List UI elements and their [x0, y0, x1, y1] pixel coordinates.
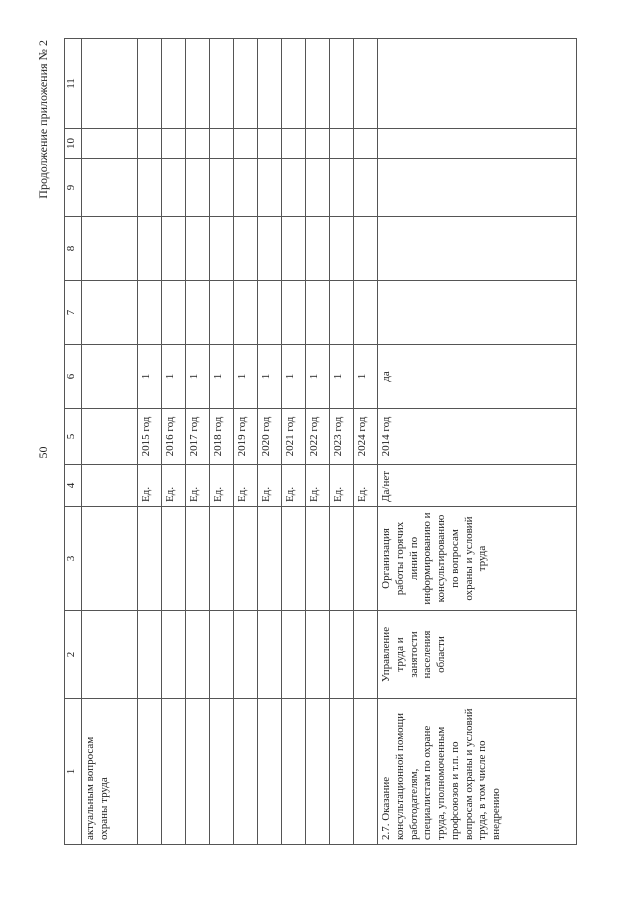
executor-cell — [210, 611, 234, 699]
indicator-cell — [234, 507, 258, 611]
empty-cell — [210, 217, 234, 281]
empty-cell — [234, 159, 258, 217]
activity-cell — [354, 699, 378, 845]
empty-cell — [186, 217, 210, 281]
empty-cell — [186, 281, 210, 345]
empty-cell — [282, 281, 306, 345]
empty-cell — [210, 159, 234, 217]
year-cell: 2023 год — [330, 409, 354, 465]
table-row — [330, 39, 354, 845]
indicator-cell — [186, 507, 210, 611]
empty-cell — [330, 281, 354, 345]
value-cell: 1 — [186, 345, 210, 409]
table-row — [138, 39, 162, 845]
empty-cell — [282, 159, 306, 217]
activity-cell — [210, 699, 234, 845]
value-cell: 1 — [210, 345, 234, 409]
empty-cell — [186, 159, 210, 217]
col-number: 9 — [65, 159, 82, 217]
empty-cell — [306, 39, 330, 129]
table-row — [354, 39, 378, 845]
program-table — [64, 38, 577, 845]
year-cell: 2015 год — [138, 409, 162, 465]
empty-cell — [138, 159, 162, 217]
col-number: 1 — [65, 699, 82, 845]
empty-cell — [258, 39, 282, 129]
unit-cell: Да/нет — [378, 465, 577, 507]
activity-cell — [186, 699, 210, 845]
empty-cell — [330, 217, 354, 281]
executor-cell — [354, 611, 378, 699]
unit-cell: Ед. — [306, 465, 330, 507]
empty-cell — [306, 217, 330, 281]
value-cell: 1 — [330, 345, 354, 409]
empty-cell — [330, 39, 354, 129]
unit-cell: Ед. — [354, 465, 378, 507]
col-number: 10 — [65, 129, 82, 159]
year-cell: 2019 год — [234, 409, 258, 465]
appendix-continuation-header: Продолжение приложения № 2 — [36, 40, 50, 199]
value-cell: 1 — [138, 345, 162, 409]
activity-cell — [162, 699, 186, 845]
empty-cell — [138, 129, 162, 159]
col-number: 7 — [65, 281, 82, 345]
empty-cell — [234, 281, 258, 345]
empty-cell — [210, 129, 234, 159]
empty-cell — [282, 39, 306, 129]
empty-cell — [354, 217, 378, 281]
value-cell: 1 — [282, 345, 306, 409]
column-numbers-row — [65, 39, 82, 845]
empty-cell — [210, 281, 234, 345]
table-row — [186, 39, 210, 845]
table-row — [234, 39, 258, 845]
unit-cell: Ед. — [282, 465, 306, 507]
year-cell: 2017 год — [186, 409, 210, 465]
indicator-cell — [162, 507, 186, 611]
value-cell: 1 — [306, 345, 330, 409]
year-cell: 2014 год — [378, 409, 577, 465]
empty-cell — [258, 217, 282, 281]
empty-cell — [138, 281, 162, 345]
activity-cell: 2.7. Оказание консультационной помощи работодателям, специалистам по охране труда, уполномоченным профсоюзов и т.п. по вопросам охраны и условий труда, в том числе по внедрению — [378, 699, 577, 845]
table-row — [82, 39, 138, 845]
executor-cell — [186, 611, 210, 699]
activity-cell — [282, 699, 306, 845]
value-cell: 1 — [354, 345, 378, 409]
empty-cell — [282, 129, 306, 159]
empty-cell — [210, 39, 234, 129]
empty-cell — [234, 217, 258, 281]
page-number: 50 — [36, 446, 50, 459]
activity-cell — [138, 699, 162, 845]
unit-cell: Ед. — [162, 465, 186, 507]
col-number: 3 — [65, 507, 82, 611]
unit-cell: Ед. — [138, 465, 162, 507]
empty-cell — [234, 39, 258, 129]
activity-cell — [234, 699, 258, 845]
activity-cell — [330, 699, 354, 845]
indicator-cell — [210, 507, 234, 611]
col-number: 4 — [65, 465, 82, 507]
executor-cell — [306, 611, 330, 699]
empty-cell — [306, 159, 330, 217]
table-row — [162, 39, 186, 845]
executor-cell — [138, 611, 162, 699]
col-number: 5 — [65, 409, 82, 465]
unit-cell: Ед. — [210, 465, 234, 507]
indicator-cell — [258, 507, 282, 611]
indicator-cell — [306, 507, 330, 611]
value-cell: 1 — [162, 345, 186, 409]
empty-cell — [330, 129, 354, 159]
empty-cell — [186, 39, 210, 129]
empty-cell — [138, 39, 162, 129]
table-row — [378, 39, 577, 845]
empty-cell — [258, 281, 282, 345]
executor-cell: Управление труда и занятости населения области — [378, 611, 577, 699]
empty-cell — [354, 39, 378, 129]
col-number: 6 — [65, 345, 82, 409]
executor-cell — [258, 611, 282, 699]
empty-cell — [306, 129, 330, 159]
table-row — [210, 39, 234, 845]
unit-cell: Ед. — [258, 465, 282, 507]
indicator-cell — [138, 507, 162, 611]
empty-cell — [162, 159, 186, 217]
indicator-cell — [354, 507, 378, 611]
empty-cell — [354, 159, 378, 217]
activity-cell — [258, 699, 282, 845]
value-cell: 1 — [258, 345, 282, 409]
value-cell: 1 — [234, 345, 258, 409]
year-cell: 2021 год — [282, 409, 306, 465]
value-cell: да — [378, 345, 577, 409]
activity-cell: актуальным вопросам охраны труда — [82, 699, 138, 845]
empty-cell — [282, 217, 306, 281]
table-row — [282, 39, 306, 845]
empty-cell — [354, 281, 378, 345]
empty-cell — [186, 129, 210, 159]
activity-cell — [306, 699, 330, 845]
indicator-cell — [282, 507, 306, 611]
year-cell: 2022 год — [306, 409, 330, 465]
unit-cell: Ед. — [330, 465, 354, 507]
empty-cell — [162, 39, 186, 129]
empty-cell — [354, 129, 378, 159]
col-number: 11 — [65, 39, 82, 129]
executor-cell — [234, 611, 258, 699]
indicator-cell: Организация работы горячих линий по информированию и консультированию по вопросам охраны и условий труда — [378, 507, 577, 611]
year-cell: 2016 год — [162, 409, 186, 465]
empty-cell — [138, 217, 162, 281]
empty-cell — [162, 281, 186, 345]
unit-cell: Ед. — [234, 465, 258, 507]
empty-cell — [234, 129, 258, 159]
executor-cell — [162, 611, 186, 699]
indicator-cell — [330, 507, 354, 611]
empty-cell — [162, 217, 186, 281]
year-cell: 2024 год — [354, 409, 378, 465]
empty-cell — [258, 159, 282, 217]
empty-cell — [306, 281, 330, 345]
col-number: 8 — [65, 217, 82, 281]
empty-cell — [258, 129, 282, 159]
empty-cell — [330, 159, 354, 217]
year-cell: 2020 год — [258, 409, 282, 465]
executor-cell — [282, 611, 306, 699]
col-number: 2 — [65, 611, 82, 699]
executor-cell — [330, 611, 354, 699]
year-cell: 2018 год — [210, 409, 234, 465]
unit-cell: Ед. — [186, 465, 210, 507]
table-row — [306, 39, 330, 845]
table-row — [258, 39, 282, 845]
empty-cell — [162, 129, 186, 159]
